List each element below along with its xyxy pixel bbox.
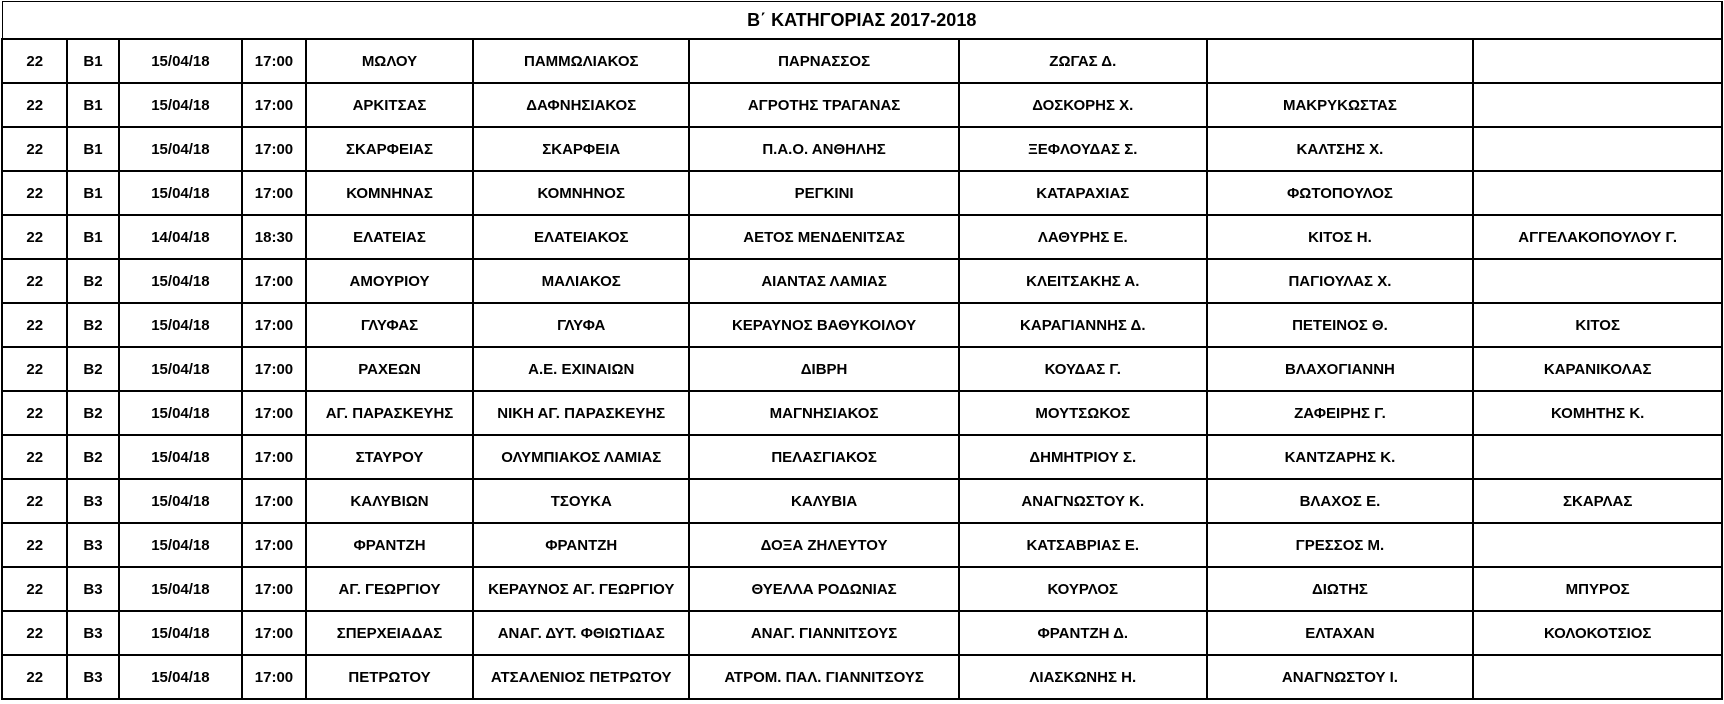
date-cell: 15/04/18 [119,127,243,171]
time-cell: 17:00 [242,347,305,391]
assistant2-cell: ΚΑΡΑΝΙΚΟΛΑΣ [1473,347,1722,391]
round-cell: 22 [2,523,67,567]
venue-cell: ΚΟΜΝΗΝΑΣ [306,171,474,215]
date-cell: 14/04/18 [119,215,243,259]
referee-cell: ΚΑΡΑΓΙΑΝΝΗΣ Δ. [959,303,1206,347]
date-cell: 15/04/18 [119,391,243,435]
home-team-cell: Α.Ε. ΕΧΙΝΑΙΩΝ [473,347,689,391]
venue-cell: ΜΩΛΟΥ [306,39,474,83]
assistant2-cell: ΚΟΛΟΚΟΤΣΙΟΣ [1473,611,1722,655]
time-cell: 18:30 [242,215,305,259]
away-team-cell: ΚΑΛΥΒΙΑ [689,479,959,523]
group-cell: Β1 [67,215,118,259]
table-row [2,435,1722,479]
group-cell: Β3 [67,523,118,567]
time-cell: 17:00 [242,303,305,347]
time-cell: 17:00 [242,39,305,83]
group-cell: Β3 [67,611,118,655]
time-cell: 17:00 [242,391,305,435]
assistant2-cell: ΜΠΥΡΟΣ [1473,567,1722,611]
home-team-cell: ΝΙΚΗ ΑΓ. ΠΑΡΑΣΚΕΥΗΣ [473,391,689,435]
home-team-cell: ΤΣΟΥΚΑ [473,479,689,523]
home-team-cell: ΦΡΑΝΤΖΗ [473,523,689,567]
home-team-cell: ΑΝΑΓ. ΔΥΤ. ΦΘΙΩΤΙΔΑΣ [473,611,689,655]
group-cell: Β2 [67,435,118,479]
assistant1-cell [1207,39,1474,83]
referee-cell: ΜΟΥΤΣΩΚΟΣ [959,391,1206,435]
group-cell: Β2 [67,391,118,435]
table-row [2,347,1722,391]
date-cell: 15/04/18 [119,611,243,655]
home-team-cell: ΔΑΦΝΗΣΙΑΚΟΣ [473,83,689,127]
time-cell: 17:00 [242,655,305,699]
table-row [2,567,1722,611]
round-cell: 22 [2,391,67,435]
round-cell: 22 [2,259,67,303]
group-cell: Β1 [67,127,118,171]
round-cell: 22 [2,39,67,83]
referee-cell: ΚΛΕΙΤΣΑΚΗΣ Α. [959,259,1206,303]
away-team-cell: ΑΙΑΝΤΑΣ ΛΑΜΙΑΣ [689,259,959,303]
date-cell: 15/04/18 [119,567,243,611]
away-team-cell: ΑΤΡΟΜ. ΠΑΛ. ΓΙΑΝΝΙΤΣΟΥΣ [689,655,959,699]
away-team-cell: ΘΥΕΛΛΑ ΡΟΔΩΝΙΑΣ [689,567,959,611]
time-cell: 17:00 [242,479,305,523]
away-team-cell: ΚΕΡΑΥΝΟΣ ΒΑΘΥΚΟΙΛΟΥ [689,303,959,347]
date-cell: 15/04/18 [119,259,243,303]
group-cell: Β1 [67,39,118,83]
assistant1-cell: ΚΑΝΤΖΑΡΗΣ Κ. [1207,435,1474,479]
referee-cell: ΞΕΦΛΟΥΔΑΣ Σ. [959,127,1206,171]
assistant1-cell: ΦΩΤΟΠΟΥΛΟΣ [1207,171,1474,215]
referee-cell: ΔΗΜΗΤΡΙΟΥ Σ. [959,435,1206,479]
round-cell: 22 [2,171,67,215]
round-cell: 22 [2,611,67,655]
assistant1-cell: ΠΕΤΕΙΝΟΣ Θ. [1207,303,1474,347]
group-cell: Β1 [67,171,118,215]
venue-cell: ΑΓ. ΠΑΡΑΣΚΕΥΗΣ [306,391,474,435]
date-cell: 15/04/18 [119,655,243,699]
date-cell: 15/04/18 [119,39,243,83]
assistant1-cell: ΒΛΑΧΟΣ Ε. [1207,479,1474,523]
referee-cell: ΚΑΤΣΑΒΡΙΑΣ Ε. [959,523,1206,567]
home-team-cell: ΣΚΑΡΦΕΙΑ [473,127,689,171]
time-cell: 17:00 [242,259,305,303]
assistant1-cell: ΕΛΤΑΧΑΝ [1207,611,1474,655]
assistant2-cell [1473,83,1722,127]
page-title: Β΄ ΚΑΤΗΓΟΡΙΑΣ 2017-2018 [2,2,1722,40]
assistant2-cell [1473,127,1722,171]
assistant1-cell: ΔΙΩΤΗΣ [1207,567,1474,611]
referee-cell: ΑΝΑΓΝΩΣΤΟΥ Κ. [959,479,1206,523]
date-cell: 15/04/18 [119,479,243,523]
group-cell: Β2 [67,347,118,391]
time-cell: 17:00 [242,171,305,215]
round-cell: 22 [2,479,67,523]
venue-cell: ΚΑΛΥΒΙΩΝ [306,479,474,523]
date-cell: 15/04/18 [119,171,243,215]
round-cell: 22 [2,347,67,391]
round-cell: 22 [2,127,67,171]
assistant2-cell: ΚΟΜΗΤΗΣ Κ. [1473,391,1722,435]
assistant1-cell: ΖΑΦΕΙΡΗΣ Γ. [1207,391,1474,435]
away-team-cell: ΑΝΑΓ. ΓΙΑΝΝΙΤΣΟΥΣ [689,611,959,655]
venue-cell: ΑΡΚΙΤΣΑΣ [306,83,474,127]
away-team-cell: Π.Α.Ο. ΑΝΘΗΛΗΣ [689,127,959,171]
venue-cell: ΡΑΧΕΩΝ [306,347,474,391]
table-row [2,39,1722,83]
time-cell: 17:00 [242,567,305,611]
group-cell: Β3 [67,479,118,523]
table-row [2,259,1722,303]
assistant1-cell: ΚΑΛΤΣΗΣ Χ. [1207,127,1474,171]
date-cell: 15/04/18 [119,83,243,127]
referee-cell: ΦΡΑΝΤΖΗ Δ. [959,611,1206,655]
venue-cell: ΑΓ. ΓΕΩΡΓΙΟΥ [306,567,474,611]
away-team-cell: ΠΕΛΑΣΓΙΑΚΟΣ [689,435,959,479]
table-row [2,215,1722,259]
assistant1-cell: ΚΙΤΟΣ Η. [1207,215,1474,259]
assistant2-cell [1473,259,1722,303]
assistant2-cell [1473,523,1722,567]
assistant2-cell [1473,435,1722,479]
away-team-cell: ΜΑΓΝΗΣΙΑΚΟΣ [689,391,959,435]
assistant1-cell: ΑΝΑΓΝΩΣΤΟΥ Ι. [1207,655,1474,699]
round-cell: 22 [2,303,67,347]
title-row [2,2,1722,40]
assistant2-cell [1473,655,1722,699]
venue-cell: ΦΡΑΝΤΖΗ [306,523,474,567]
group-cell: Β3 [67,567,118,611]
assistant2-cell: ΑΓΓΕΛΑΚΟΠΟΥΛΟΥ Γ. [1473,215,1722,259]
table-row [2,523,1722,567]
venue-cell: ΕΛΑΤΕΙΑΣ [306,215,474,259]
table-row [2,303,1722,347]
assistant1-cell: ΜΑΚΡΥΚΩΣΤΑΣ [1207,83,1474,127]
home-team-cell: ΟΛΥΜΠΙΑΚΟΣ ΛΑΜΙΑΣ [473,435,689,479]
table-row [2,479,1722,523]
home-team-cell: ΠΑΜΜΩΛΙΑΚΟΣ [473,39,689,83]
date-cell: 15/04/18 [119,523,243,567]
time-cell: 17:00 [242,435,305,479]
home-team-cell: ΓΛΥΦΑ [473,303,689,347]
table-row [2,611,1722,655]
group-cell: Β1 [67,83,118,127]
table-row [2,391,1722,435]
referee-cell: ΛΙΑΣΚΩΝΗΣ Η. [959,655,1206,699]
away-team-cell: ΑΓΡΟΤΗΣ ΤΡΑΓΑΝΑΣ [689,83,959,127]
away-team-cell: ΡΕΓΚΙΝΙ [689,171,959,215]
assistant2-cell [1473,171,1722,215]
away-team-cell: ΔΟΞΑ ΖΗΛΕΥΤΟΥ [689,523,959,567]
away-team-cell: ΑΕΤΟΣ ΜΕΝΔΕΝΙΤΣΑΣ [689,215,959,259]
away-team-cell: ΠΑΡΝΑΣΣΟΣ [689,39,959,83]
home-team-cell: ΑΤΣΑΛΕΝΙΟΣ ΠΕΤΡΩΤΟΥ [473,655,689,699]
home-team-cell: ΚΟΜΝΗΝΟΣ [473,171,689,215]
round-cell: 22 [2,83,67,127]
time-cell: 17:00 [242,523,305,567]
round-cell: 22 [2,215,67,259]
home-team-cell: ΚΕΡΑΥΝΟΣ ΑΓ. ΓΕΩΡΓΙΟΥ [473,567,689,611]
venue-cell: ΠΕΤΡΩΤΟΥ [306,655,474,699]
home-team-cell: ΜΑΛΙΑΚΟΣ [473,259,689,303]
table-row [2,127,1722,171]
assistant2-cell [1473,39,1722,83]
away-team-cell: ΔΙΒΡΗ [689,347,959,391]
venue-cell: ΣΠΕΡΧΕΙΑΔΑΣ [306,611,474,655]
table-row [2,655,1722,699]
round-cell: 22 [2,435,67,479]
referee-cell: ΚΑΤΑΡΑΧΙΑΣ [959,171,1206,215]
time-cell: 17:00 [242,83,305,127]
referee-cell: ΚΟΥΔΑΣ Γ. [959,347,1206,391]
venue-cell: ΓΛΥΦΑΣ [306,303,474,347]
time-cell: 17:00 [242,611,305,655]
home-team-cell: ΕΛΑΤΕΙΑΚΟΣ [473,215,689,259]
referee-cell: ΔΟΣΚΟΡΗΣ Χ. [959,83,1206,127]
referee-cell: ΖΩΓΑΣ Δ. [959,39,1206,83]
venue-cell: ΑΜΟΥΡΙΟΥ [306,259,474,303]
group-cell: Β2 [67,259,118,303]
schedule-table [1,1,1723,700]
date-cell: 15/04/18 [119,347,243,391]
date-cell: 15/04/18 [119,303,243,347]
referee-cell: ΚΟΥΡΛΟΣ [959,567,1206,611]
assistant1-cell: ΒΛΑΧΟΓΙΑΝΝΗ [1207,347,1474,391]
table-row [2,83,1722,127]
group-cell: Β2 [67,303,118,347]
assistant2-cell: ΣΚΑΡΛΑΣ [1473,479,1722,523]
group-cell: Β3 [67,655,118,699]
round-cell: 22 [2,567,67,611]
venue-cell: ΣΚΑΡΦΕΙΑΣ [306,127,474,171]
assistant1-cell: ΓΡΕΣΣΟΣ Μ. [1207,523,1474,567]
date-cell: 15/04/18 [119,435,243,479]
assistant1-cell: ΠΑΓΙΟΥΛΑΣ Χ. [1207,259,1474,303]
referee-cell: ΛΑΘΥΡΗΣ Ε. [959,215,1206,259]
time-cell: 17:00 [242,127,305,171]
assistant2-cell: ΚΙΤΟΣ [1473,303,1722,347]
table-row [2,171,1722,215]
venue-cell: ΣΤΑΥΡΟΥ [306,435,474,479]
round-cell: 22 [2,655,67,699]
